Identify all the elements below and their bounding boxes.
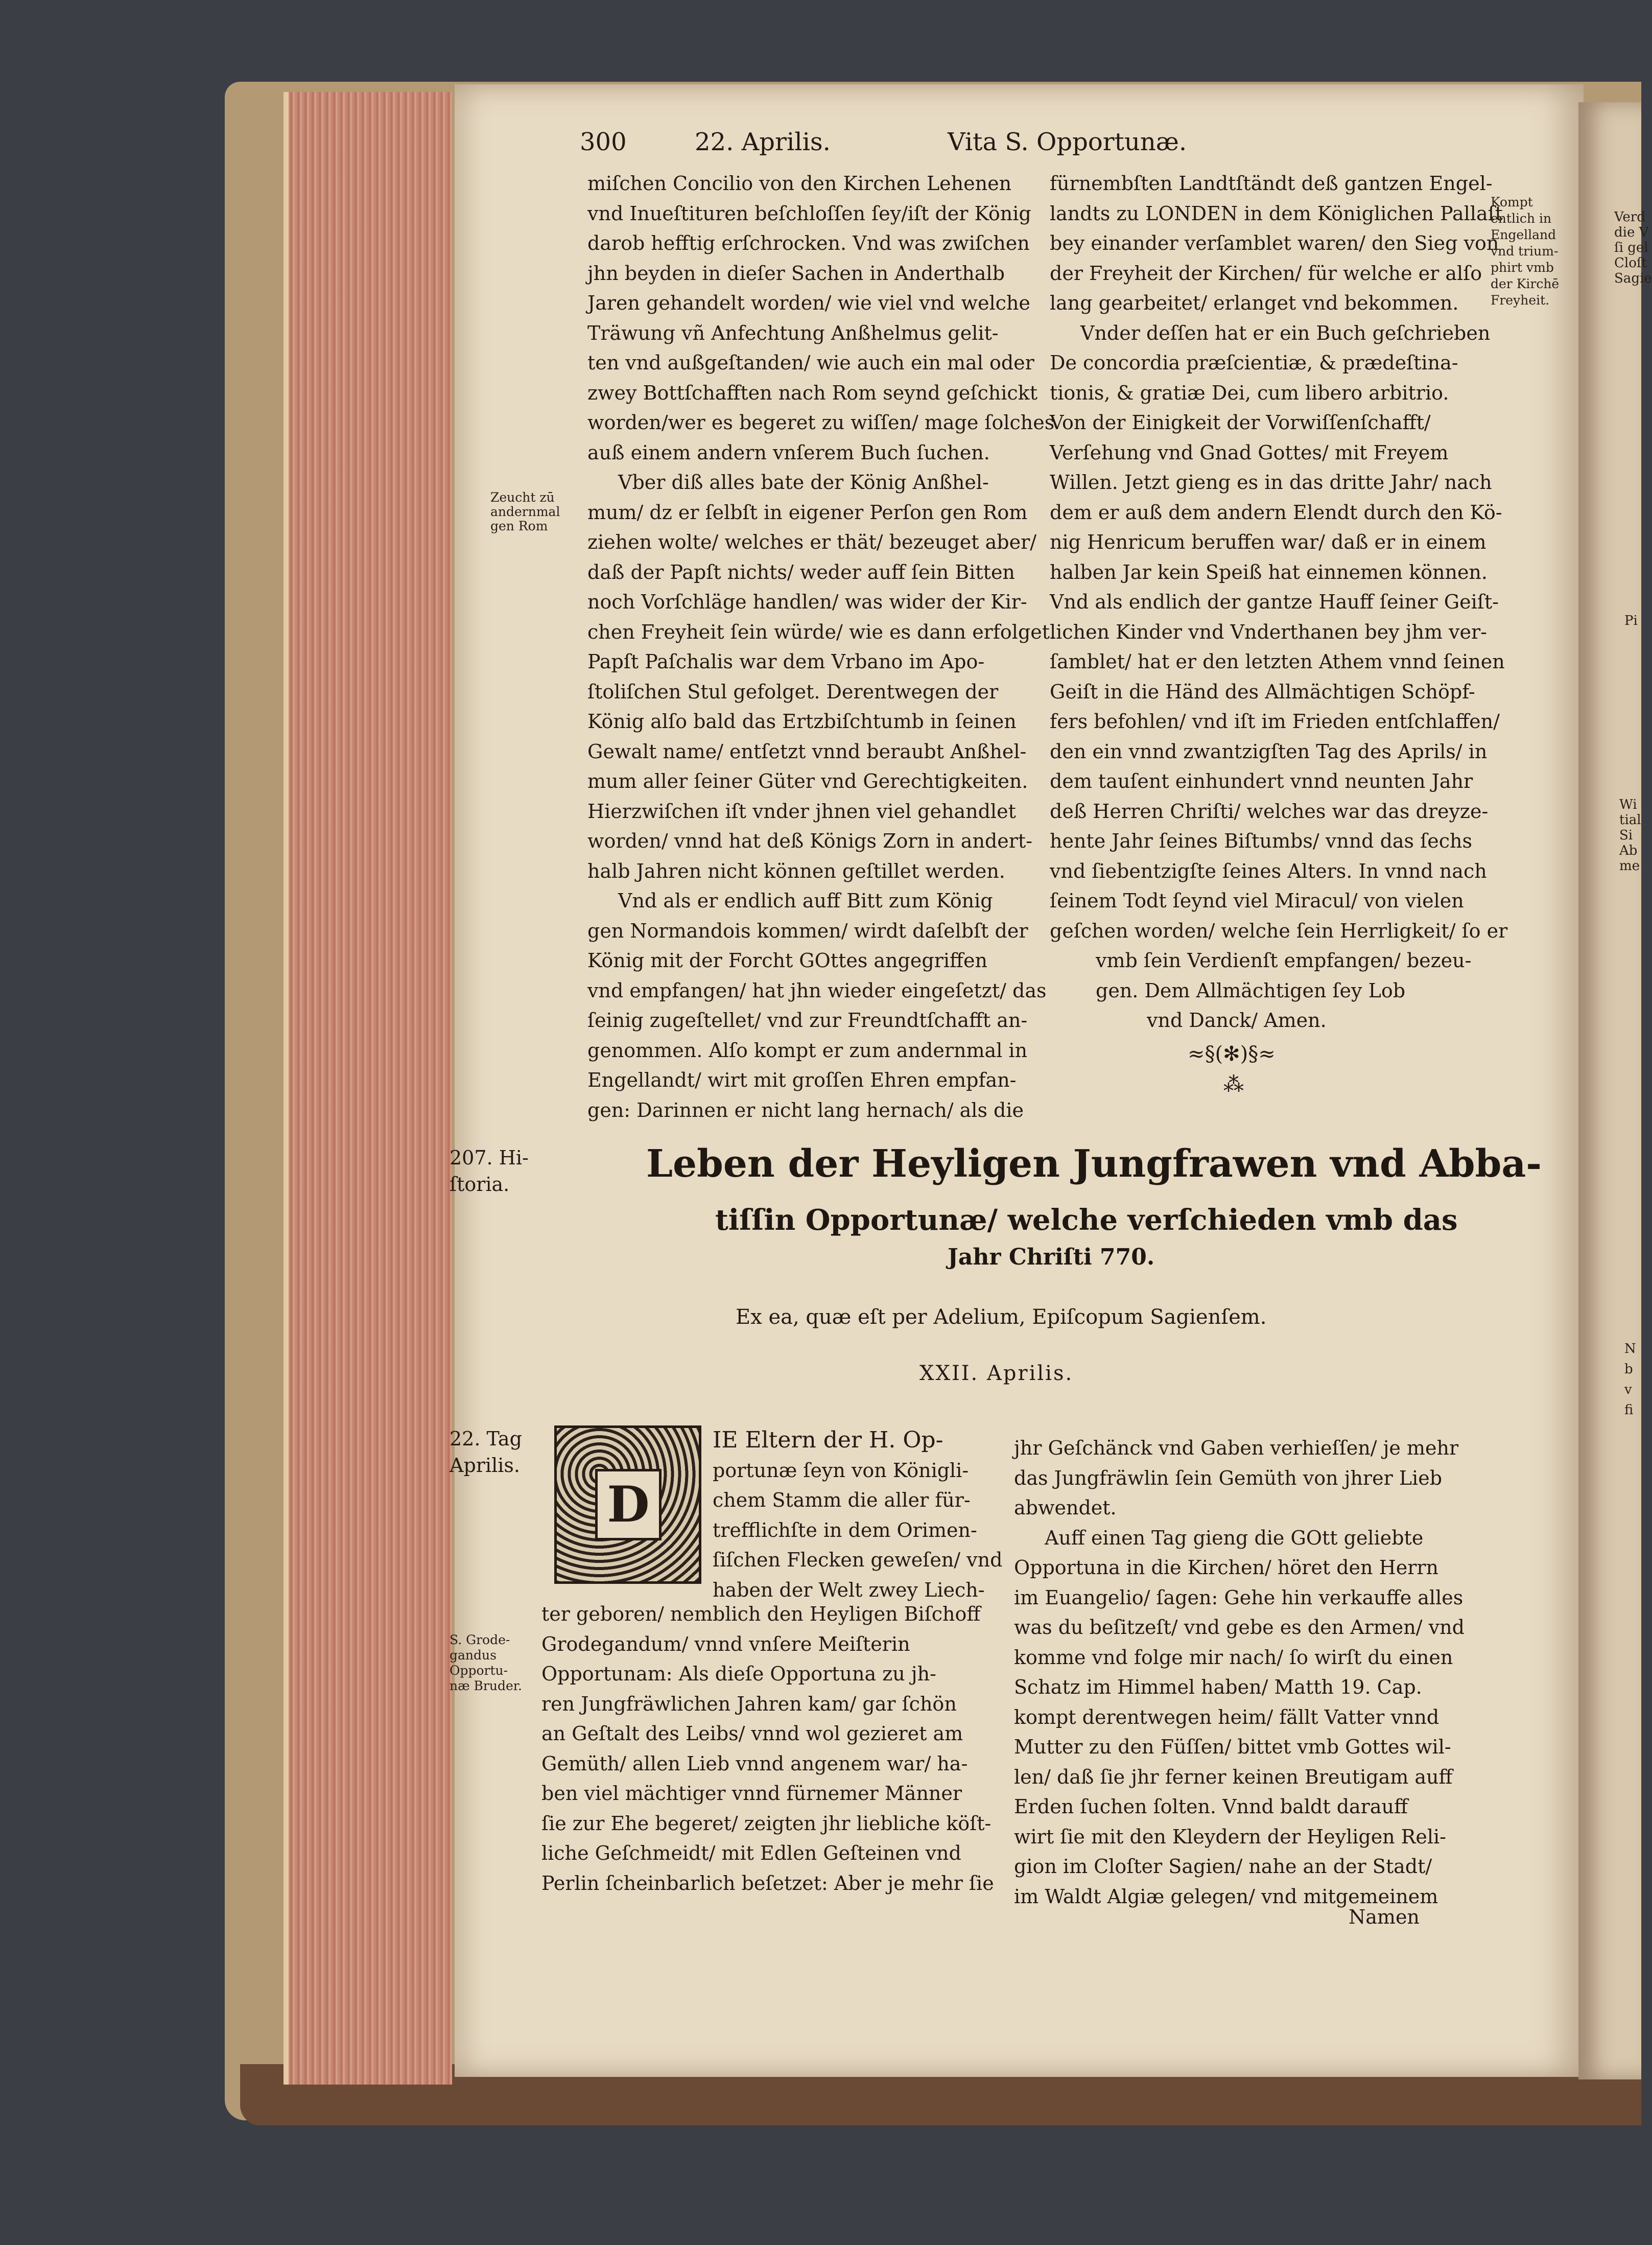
text-line: Verſehung vnd Gnad Gottes/ mit Freyem — [1050, 441, 1449, 464]
text-line: lichen Kinder vnd Vnderthanen bey jhm ver- — [1050, 620, 1488, 643]
text-line: Vnder deſſen hat er ein Buch geſchrieben — [1080, 321, 1491, 344]
margin-note-england — [1491, 194, 1559, 309]
margin-line: Freyheit. — [1491, 293, 1550, 308]
next-page-fragment-middle — [1619, 797, 1641, 874]
chapter-title-line2: tiſſin Opportunæ/ welche verſchieden vmb das — [715, 1203, 1458, 1237]
margin-line: der Kirchē — [1491, 276, 1560, 291]
text-line: ſtoliſchen Stul gefolget. Derentwegen der — [587, 680, 999, 703]
text-line: ſeinig zugeſtellet/ vnd zur Freundtſchafft an- — [587, 1009, 1028, 1032]
text-line: deß Herren Chriſti/ welches war das dreyze- — [1050, 800, 1489, 823]
text-line: gen. Dem Allmächtigen ſey Lob — [1096, 979, 1406, 1002]
catchword: Namen — [1349, 1906, 1420, 1928]
text-line: König mit der Forcht GOttes angegriffen — [587, 949, 987, 972]
text-line: vmb ſein Verdienſt empfangen/ bezeu- — [1096, 949, 1472, 972]
text-line: komme vnd folge mir nach/ ſo wirſt du einen — [1014, 1646, 1453, 1669]
text-line: der Freyheit der Kirchen/ für welche er alſo — [1050, 262, 1482, 285]
text-line: dem er auß dem andern Elendt durch den Kö- — [1050, 501, 1502, 524]
text-line: landts zu LONDEN in dem Königlichen Pallaſt — [1050, 202, 1503, 225]
text-line: Gewalt name/ entſetzt vnnd beraubt Anßhel- — [587, 740, 1027, 763]
text-line: mum aller ſeiner Güter vnd Gerechtigkeiten. — [587, 770, 1028, 792]
margin-line: gen Rom — [490, 519, 548, 533]
text-line: worden/wer es begeret zu wiſſen/ mage ſolches — [587, 411, 1055, 434]
text-line: fürnembſten Landtſtändt deß gantzen Engel- — [1050, 172, 1493, 195]
fragment: v — [1624, 1382, 1632, 1397]
text-line: vnd Inueſtituren beſchloſſen ſey/iſt der König — [587, 202, 1031, 225]
fragment: tial — [1619, 812, 1641, 828]
text-line: hente Jahr ſeines Biſtumbs/ vnnd das ſechs — [1050, 830, 1472, 852]
fragment: Sagie — [1614, 271, 1652, 286]
date-heading: XXII. Aprilis. — [919, 1362, 1074, 1385]
text-line: geſchen worden/ welche ſein Herrligkeit/ ſo er — [1050, 919, 1508, 942]
fragment: ſi gel — [1614, 240, 1648, 255]
left-column-top — [587, 169, 1056, 1125]
left-column-bottom — [541, 1599, 994, 1898]
text-line: miſchen Concilio von den Kirchen Lehenen — [587, 172, 1012, 195]
text-line: auß einem andern vnſerem Buch ſuchen. — [587, 441, 990, 464]
text-line: vnd Danck/ Amen. — [1147, 1009, 1327, 1032]
chapter-title-line3: Jahr Chriſti 770. — [948, 1244, 1155, 1270]
text-line: Träwung vñ Anfechtung Anßhelmus gelit- — [587, 321, 999, 344]
text-line: Von der Einigkeit der Vorwiſſenſchafft/ — [1050, 411, 1431, 434]
margin-line: Engelland — [1491, 227, 1556, 242]
right-page-edge — [1578, 102, 1641, 2079]
text-line: im Euangelio/ ſagen: Gehe hin verkauffe alles — [1014, 1586, 1464, 1609]
text-line: gen Normandois kommen/ wirdt daſelbſt der — [587, 919, 1028, 942]
text-line: mum/ dz er ſelbſt in eigener Perſon gen Rom — [587, 501, 1028, 524]
fragment: N — [1624, 1341, 1636, 1357]
text-line: gen: Darinnen er nicht lang hernach/ als die — [587, 1098, 1024, 1121]
right-column-bottom — [1014, 1433, 1465, 1911]
text-line: ziehen wolte/ welches er thät/ bezeuget aber/ — [587, 531, 1037, 553]
text-line: wirt ſie mit den Kleydern der Heyligen Reli- — [1014, 1825, 1446, 1848]
next-page-fragment-lower — [1624, 1339, 1636, 1420]
initial-letter: D — [595, 1469, 662, 1540]
fragment: me — [1619, 858, 1640, 874]
initial-block — [713, 1425, 1002, 1605]
fragment: Ab — [1619, 843, 1638, 858]
text-line: Jaren gehandelt worden/ wie viel vnd welche — [587, 292, 1030, 314]
text-line: abwendet. — [1014, 1496, 1117, 1519]
text-line: haben der Welt zwey Liech- — [713, 1578, 985, 1601]
margin-line: Kompt — [1491, 195, 1533, 209]
text-line: genommen. Alſo kompt er zum andernmal in — [587, 1039, 1028, 1062]
text-line: ten vnd außgeſtanden/ wie auch ein mal oder — [587, 352, 1034, 374]
fragment: die V — [1614, 225, 1649, 240]
text-line: das Jungfräwlin ſein Gemüth von jhrer Lieb — [1014, 1466, 1443, 1489]
margin-line: S. Grode- — [450, 1632, 510, 1647]
header-date: 22. Aprilis. — [695, 128, 831, 156]
text-line: bey einander verſamblet waren/ den Sieg von — [1050, 232, 1499, 254]
text-line: worden/ vnnd hat deß Königs Zorn in andert- — [587, 830, 1033, 852]
text-line: nig Henricum beruffen war/ daß er in einem — [1050, 531, 1486, 553]
text-line: den ein vnnd zwantzigſten Tag des Aprils/ in — [1050, 740, 1488, 763]
text-line: Opportunam: Als dieſe Opportuna zu jh- — [541, 1663, 936, 1685]
page-number: 300 — [580, 128, 627, 156]
margin-line: vnd trium- — [1491, 244, 1559, 259]
text-line: fers befohlen/ vnd iſt im Frieden entſchlaffen/ — [1050, 710, 1500, 733]
fragment: Wi — [1619, 797, 1637, 812]
text-line: portunæ ſeyn von Königli- — [713, 1459, 969, 1482]
decorated-initial — [554, 1425, 701, 1584]
text-line: gion im Cloſter Sagien/ nahe an der Stadt/ — [1014, 1855, 1432, 1878]
text-line: ſiſchen Flecken geweſen/ vnd — [713, 1549, 1003, 1571]
next-page-fragment: Pi — [1624, 613, 1638, 628]
margin-line: entlich in — [1491, 211, 1552, 226]
text-line: ſie zur Ehe begeret/ zeigten jhr liebliche köſt- — [541, 1812, 992, 1835]
fragment: b — [1624, 1362, 1633, 1377]
margin-line: gandus — [450, 1648, 497, 1663]
text-line: IE Eltern der H. Op- — [713, 1427, 943, 1453]
text-line: Vber diß alles bate der König Anßhel- — [618, 471, 989, 494]
text-line: darob hefftig erſchrocken. Vnd was zwiſchen — [587, 232, 1030, 254]
text-line: Erden ſuchen ſolten. Vnnd baldt darauff — [1014, 1795, 1408, 1818]
text-line: lang gearbeitet/ erlanget vnd bekommen. — [1050, 292, 1459, 314]
text-line: daß der Papſt nichts/ weder auff ſein Bitten — [587, 560, 1015, 583]
text-line: Willen. Jetzt gieng es in das dritte Jahr/ nach — [1050, 471, 1492, 494]
right-column-top — [1050, 169, 1507, 1036]
next-page-fragment-top — [1614, 209, 1652, 286]
text-line: Vnd als endlich der gantze Hauff ſeiner Geiſt- — [1050, 591, 1499, 613]
text-line: Perlin ſcheinbarlich beſetzet: Aber je mehr ſie — [541, 1872, 994, 1895]
text-line: halb Jahren nicht können geſtillet werden. — [587, 859, 1005, 882]
margin-note-date — [450, 1425, 522, 1479]
text-line: jhn beyden in dieſer Sachen in Anderthalb — [587, 262, 1005, 285]
text-line: halben Jar kein Speiß hat einnemen können. — [1050, 560, 1488, 583]
text-line: trefflichſte in dem Orimen- — [713, 1518, 977, 1541]
source-line: Ex ea, quæ eſt per Adelium, Epiſcopum Sagienſem. — [736, 1305, 1267, 1329]
margin-line: Opportu- — [450, 1663, 508, 1678]
text-line: De concordia præſcientiæ, & prædeſtina- — [1050, 352, 1458, 374]
margin-note-grodegandus — [450, 1632, 522, 1694]
text-line: chem Stamm die aller für- — [713, 1489, 971, 1511]
page-edges — [284, 92, 452, 2085]
text-line: liche Geſchmeidt/ mit Edlen Geſteinen vnd — [541, 1842, 961, 1864]
text-line: vnd ſiebentzigſte ſeines Alters. In vnnd nach — [1050, 859, 1487, 882]
text-line: Papſt Paſchalis war dem Vrbano im Apo- — [587, 650, 985, 673]
margin-line: ſtoria. — [450, 1173, 510, 1196]
text-line: tionis, & gratiæ Dei, cum libero arbitrio. — [1050, 381, 1449, 404]
text-line: kompt derentwegen heim/ fällt Vatter vnnd — [1014, 1705, 1439, 1728]
text-line: ſeinem Todt ſeynd viel Miracul/ von vielen — [1050, 890, 1464, 912]
margin-line: Aprilis. — [450, 1454, 520, 1477]
text-line: ter geboren/ nemblich den Heyligen Biſchoff — [541, 1603, 981, 1625]
text-line: Gemüth/ allen Lieb vnnd angenem war/ ha- — [541, 1752, 968, 1775]
margin-line: andernmal — [490, 504, 560, 519]
text-line: dem tauſent einhundert vnnd neunten Jahr — [1050, 770, 1473, 792]
text-line: Hierzwiſchen iſt vnder jhnen viel gehandlet — [587, 800, 1016, 823]
text-line: vnd empfangen/ hat jhn wieder eingeſetzt/ das — [587, 979, 1047, 1002]
text-line: noch Vorſchläge handlen/ was wider der Kir- — [587, 591, 1027, 613]
text-line: Opportuna in die Kirchen/ höret den Herrn — [1014, 1556, 1439, 1579]
ornament-small: ⁂ — [1223, 1073, 1244, 1096]
text-line: chen Freyheit ſein würde/ wie es dann erfolget. — [587, 620, 1056, 643]
text-line: im Waldt Algiæ gelegen/ vnd mitgemeinem — [1014, 1885, 1438, 1908]
text-line: Mutter zu den Füſſen/ bittet vmb Gottes wil- — [1014, 1736, 1451, 1758]
text-line: Vnd als er endlich auff Bitt zum König — [618, 890, 993, 912]
margin-line: Zeucht zū — [490, 490, 555, 505]
margin-line: 22. Tag — [450, 1428, 522, 1450]
running-title: Vita S. Opportunæ. — [948, 128, 1187, 156]
text-line: ren Jungfräwlichen Jahren kam/ gar ſchön — [541, 1692, 957, 1715]
text-line: len/ daß ſie jhr ferner keinen Breutigam auff — [1014, 1765, 1453, 1788]
margin-line: næ Bruder. — [450, 1678, 522, 1693]
text-line: König alſo bald das Ertzbiſchtumb in ſeinen — [587, 710, 1017, 733]
ornament-divider: ≈§(✻)§≈ — [1188, 1042, 1276, 1066]
margin-note-rome — [490, 490, 560, 533]
fragment: fi — [1624, 1402, 1634, 1418]
fragment: Si — [1619, 828, 1633, 843]
margin-note-historia — [450, 1144, 529, 1198]
text-line: Schatz im Himmel haben/ Matth 19. Cap. — [1014, 1676, 1422, 1698]
margin-line: 207. Hi- — [450, 1147, 529, 1169]
chapter-title-line1: Leben der Heyligen Jungfrawen vnd Abba- — [646, 1142, 1542, 1186]
text-line: an Geſtalt des Leibs/ vnnd wol gezieret am — [541, 1722, 963, 1745]
text-line: Grodegandum/ vnnd vnſere Meiſterin — [541, 1632, 910, 1655]
margin-line: phirt vmb — [1491, 260, 1554, 275]
text-line: Engellandt/ wirt mit groſſen Ehren empfan- — [587, 1069, 1017, 1091]
text-line: was du beſitzeſt/ vnd gebe es den Armen/ vnd — [1014, 1616, 1465, 1639]
text-line: Geiſt in die Händ des Allmächtigen Schöpf- — [1050, 680, 1475, 703]
text-line: zwey Bottſchafften nach Rom seynd geſchickt — [587, 381, 1037, 404]
text-line: Auff einen Tag gieng die GOtt geliebte — [1045, 1526, 1424, 1549]
text-line: ben viel mächtiger vnnd fürnemer Männer — [541, 1782, 962, 1805]
text-line: jhr Geſchänck vnd Gaben verhieſſen/ je mehr — [1014, 1437, 1459, 1459]
fragment: Verd — [1614, 209, 1645, 225]
fragment: Cloſt — [1614, 255, 1647, 271]
text-line: ſamblet/ hat er den letzten Athem vnnd ſeinen — [1050, 650, 1505, 673]
